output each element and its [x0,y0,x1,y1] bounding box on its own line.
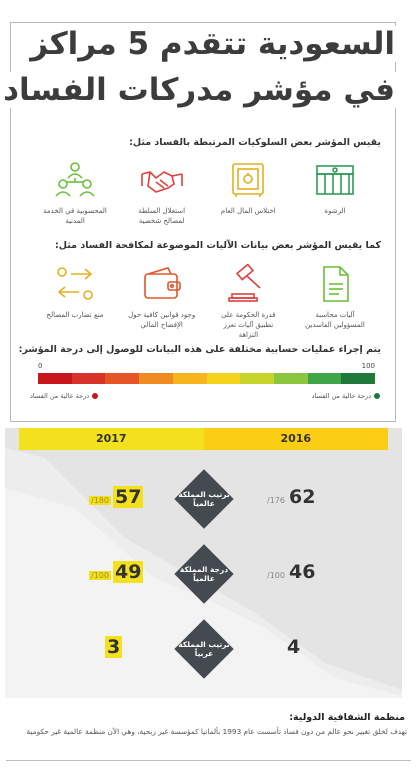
main-title-line2: في مؤشر مدركات الفساد [0,72,401,108]
comparison-row-global-score [19,545,388,601]
scale-segment [240,373,274,384]
row-label: درجة المملكة عالمياً [179,564,229,583]
value-2017-main: 57 [114,486,142,508]
item-integrity [213,264,283,340]
value-2017 [89,561,143,583]
item-label: اختلاس المال العام [220,207,276,215]
exchange-arrows-icon [53,264,97,304]
scale-segment [308,373,342,384]
wallet-icon [140,264,184,304]
money-stack-icon [313,160,357,200]
row-label-diamond [175,470,233,528]
legend-low [30,392,98,400]
year-header [19,428,388,450]
scale-min: 0 [38,362,43,370]
item-embezzlement [213,160,283,226]
item-label: وجود قوانين كافية حول الإفصاح المالي [128,311,196,330]
item-label: قدرة الحكومة على تطبيق آليات تعزز النزاهة [221,311,276,340]
section3-heading: يتم إجراء عمليات حسابية مختلفة على هذه البيانات للوصول إلى درجة المؤشر: [18,344,381,355]
section2-icons [40,264,370,340]
row-label: ترتيب المملكة عربياً [178,639,230,658]
value-2017-main: 3 [107,636,121,658]
item-label: المحسوبية في الخدمة المدنية [43,207,107,226]
item-accountability [300,264,370,340]
scale-segment [72,373,106,384]
legend-low-dot [92,393,98,399]
score-scale [38,362,375,384]
scale-segment [341,373,375,384]
item-conflict-of-interest [40,264,110,340]
item-disclosure [127,264,197,340]
row-label: ترتيب المملكة عالمياً [178,489,230,508]
legend-high-dot [374,393,380,399]
value-2016 [267,561,315,583]
value-2016-main: 62 [288,486,316,508]
value-2016 [287,636,300,658]
section2-heading: كما يقيس المؤشر بعض بيانات الآليات الموضوعة لمكافحة الفساد مثل: [54,240,381,251]
scale-segment [139,373,173,384]
value-2016-suffix: /176 [267,496,285,505]
main-title-line1: السعودية تتقدم 5 مراكز [24,26,401,62]
value-2017 [105,636,122,658]
year-2016: 2016 [204,428,389,450]
item-label: منع تضارب المصالح [46,311,104,319]
row-label-diamond [175,620,233,678]
value-2016 [267,486,315,508]
section1-heading: يقيس المؤشر بعض السلوكيات المرتبطة بالفساد مثل: [129,137,381,148]
gavel-icon [226,264,270,304]
value-2017 [89,486,143,508]
footer-divider [6,760,411,761]
item-abuse-of-power [127,160,197,226]
item-bribery [300,160,370,226]
scale-max: 100 [361,362,375,370]
value-2017-suffix: /100 [91,571,109,580]
item-nepotism [40,160,110,226]
item-label: الرشوة [324,207,346,215]
scale-segment [274,373,308,384]
scale-segment [38,373,72,384]
section1-icons [40,160,370,226]
footer-text: تهدف لخلق تغيير نحو عالم من دون فساد تأسست عام 1993 بألمانيا كمؤسسة غير ربحية، وهي الآن منظمة عالمية غير حكومية [26,727,407,736]
year-2017: 2017 [19,428,204,450]
handshake-icon [140,160,184,200]
row-label-diamond [175,545,233,603]
footer-title: منظمة الشفافية الدولية: [289,712,405,723]
value-2017-suffix: /180 [91,496,109,505]
safe-icon [226,160,270,200]
item-label: آليات محاسبة المسؤولين الفاسدين [305,311,365,330]
scale-segment [207,373,241,384]
document-icon [313,264,357,304]
scale-bar [38,373,375,384]
value-2016-main: 4 [287,636,301,658]
scale-segment [173,373,207,384]
legend-high [312,392,380,400]
value-2016-main: 46 [288,561,316,583]
comparison-row-global-rank [19,470,388,526]
item-label: استغلال السلطة لمصالح شخصية [138,207,186,226]
legend-high-label: درجة خالية من الفساد [311,392,371,400]
people-network-icon [53,160,97,200]
legend-low-label: درجة عالية من الفساد [30,392,90,400]
value-2017-main: 49 [114,561,142,583]
value-2016-suffix: /100 [267,571,285,580]
comparison-row-arab-rank [19,620,388,676]
scale-segment [105,373,139,384]
